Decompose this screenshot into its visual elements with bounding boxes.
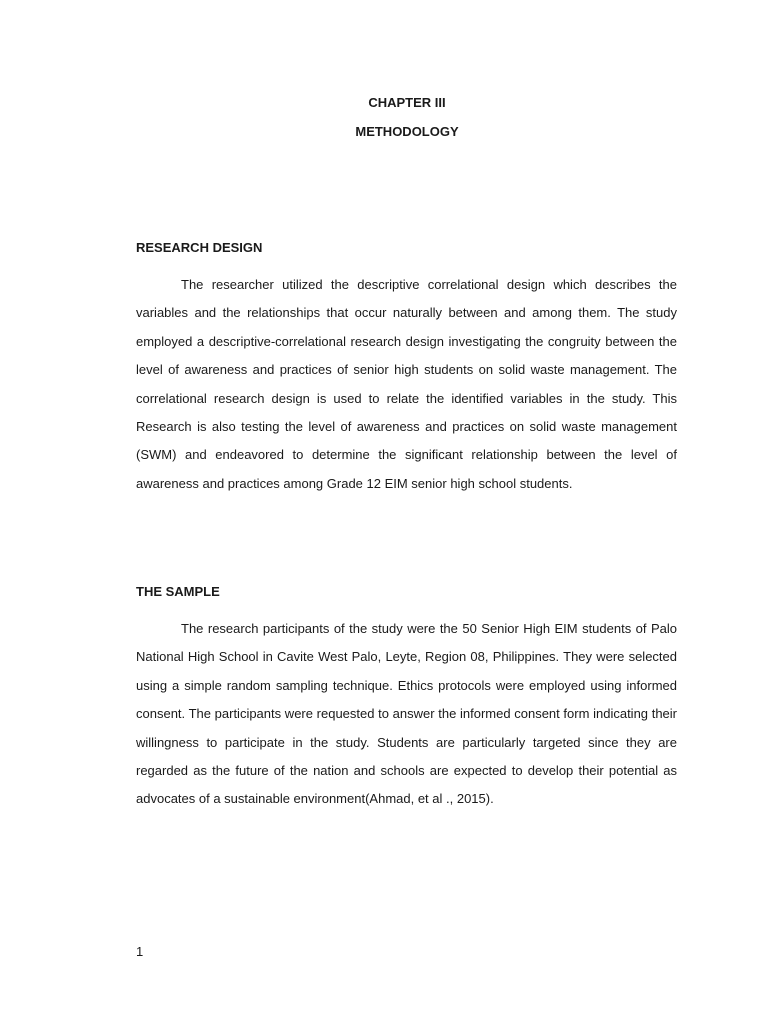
chapter-label: CHAPTER III bbox=[368, 95, 446, 110]
chapter-title: METHODOLOGY bbox=[355, 124, 459, 139]
page-number: 1 bbox=[136, 944, 144, 959]
sample-paragraph: The research participants of the study were the 50 Senior High EIM students of Palo National High School in Cavite West Palo, Leyte, Region 08, Philippines. They were selected using a simple random sampling technique. Ethics protocols were employed using informed consent. The participants were requested to answer the informed consent form indicating their willingness to participate in the study. Students are particularly targeted since they are regarded as the future of the nation and schools are expected to develop their potential as advocates of a sustainable environment(Ahmad, et al ., 2015). bbox=[136, 621, 677, 807]
research-design-paragraph: The researcher utilized the descriptive correlational design which describes the variables and the relationships that occur naturally between and among them. The study employed a descriptive-correlational research design investigating the congruity between the level of awareness and practices of senior high students on solid waste management. The correlational research design is used to relate the identified variables in the study. This Research is also testing the level of awareness and practices on solid waste management (SWM) and endeavored to determine the significant relationship between the level of awareness and practices among Grade 12 EIM senior high school students. bbox=[136, 277, 677, 491]
section-heading-the-sample: THE SAMPLE bbox=[136, 584, 220, 599]
section-heading-research-design: RESEARCH DESIGN bbox=[136, 240, 263, 255]
